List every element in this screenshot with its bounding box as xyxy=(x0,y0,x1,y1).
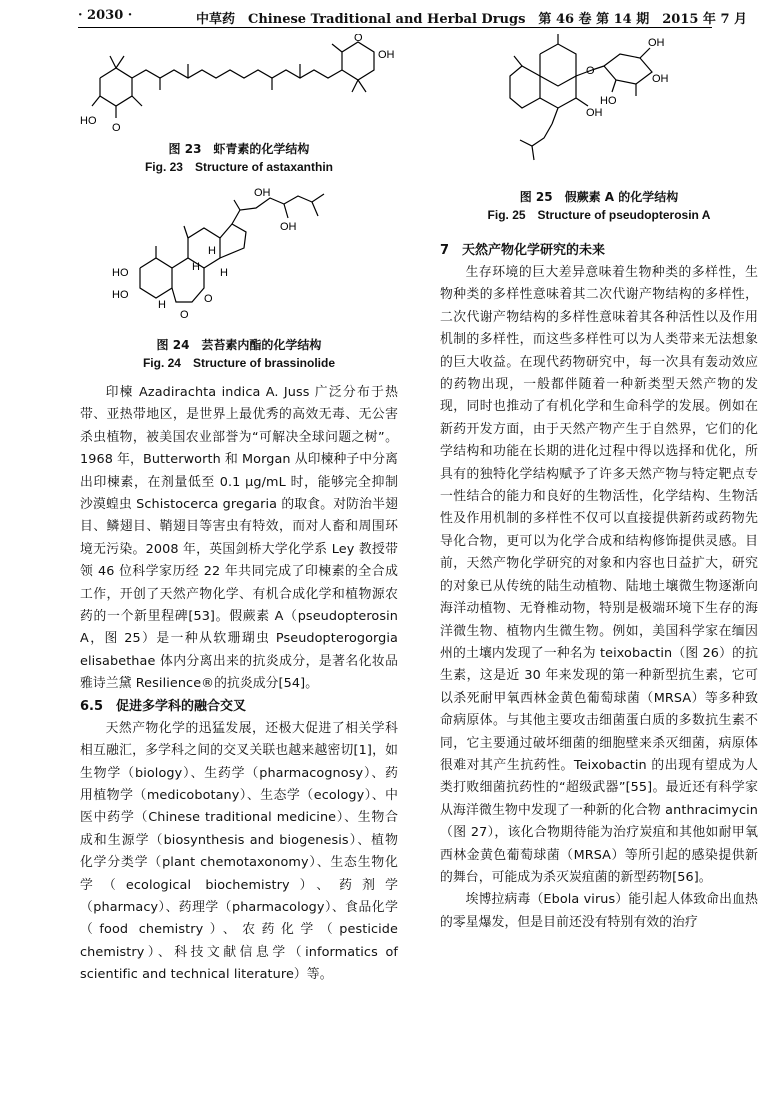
fig23-caption-cn: 图 23 虾青素的化学结构 xyxy=(168,142,310,156)
atom-h-1: H xyxy=(208,245,216,257)
astaxanthin-structure xyxy=(80,34,398,134)
section-6-5-heading: 6.5 促进多学科的融合交叉 xyxy=(80,698,247,714)
page-number: · 2030 · xyxy=(78,8,133,23)
figure-24 xyxy=(80,184,398,372)
atom-o-ring: O xyxy=(204,293,213,305)
fig25-caption-en: Fig. 25 Structure of pseudopterosin A xyxy=(487,208,711,222)
figure-25 xyxy=(440,34,758,224)
running-header xyxy=(78,6,748,28)
journal-title: 中草药 Chinese Traditional and Herbal Drugs 第 46 卷 第 14 期 2015 年 7 月 xyxy=(196,12,748,27)
fig25-caption-cn: 图 25 假蕨素 A 的化学结构 xyxy=(519,190,679,204)
header-rule xyxy=(78,27,712,28)
left-text xyxy=(80,382,398,987)
paragraph-7-1: 生存环境的巨大差异意味着生物种类的多样性，生物种类的多样性意味着其二次代谢产物结构的多样性，二次代谢产物结构的多样性意味着其各种活性以及作用机制的多样性，而这些多样性可以为人类带来无法想象的巨大收益。在现代药物研究中，每一次具有轰动效应的药物出现，一般都伴随着一种新类型天然产物的发现，同时也推动了有机化学和生命科学的发展。例如在新药开发方面，由于天然产物产生于自然界，它们的化学结构和功能在长期的进化过程中得以选择和优化，所具有的独特化学结构赋予了许多天然产物与特定靶点专一性结合的能力和良好的生物活性，化学结构、生物活性及作用机制的多样性不仅可以直接提供新药或药物先导化合物，更可以为化学合成和结构修饰提供灵感。目前，天然产物化学研究的对象和内容也日益扩大，研究的对象已从传统的陆生动植物、陆地土壤微生物逐渐向海洋动植物、无脊椎动物，特别是极端环境下生存的海洋微生物、植物内生微生物。例如，美国科学家在缅因州的土壤内发现了一种名为 teixobactin（图 26）的抗生素，这是近 30 年来发现的第一种新型抗生素，它可以杀死耐甲氧西林金黄色葡萄球菌（MRSA）等多种致命病原体。与其他主要攻击细菌蛋白质的多数抗生素不同，它主要通过破坏细菌的细胞壁来杀灭细菌，病原体很难对其产生抗药性。Teixobactin 的出现有望成为人类打败细菌抗药性的“超级武器”[55]。最近还有科学家从海洋微生物中发现了一种新的化合物 anthracimycin（图 27），该化合物期待能为治疗炭疽和其他如耐甲氧西林金黄色葡萄球菌（MRSA）等所引起的感染提供新的舞台，可能成为杀灭炭疽菌的新型药物[56]。 xyxy=(440,265,758,885)
fig23-caption-en: Fig. 23 Structure of astaxanthin xyxy=(144,160,334,174)
atom-oh-sugar: OH xyxy=(648,37,665,49)
atom-ho-sugar: HO xyxy=(600,95,617,107)
left-column xyxy=(80,34,398,987)
section-7-heading: 7 天然产物化学研究的未来 xyxy=(440,243,606,258)
atom-ho-2: HO xyxy=(112,289,129,301)
figure-23 xyxy=(80,34,398,176)
paragraph-neem: 印楝 Azadirachta indica A. Juss 广泛分布于热带、亚热带地区，是世界上最优秀的高效无毒、无公害杀虫植物，被美国农业部誉为“可解决全球问题之树”。1968 年，Butterworth 和 Morgan 从印楝种子中分离出印楝素，在剂量低至 0.1 μg/mL 时，能够完全抑制沙漠蝗虫 Schistocerca gregaria 的取食。对防治半翅目、鳞翅目、鞘翅目等害虫有特效，而对人畜和周围环境无污染。2008 年，英国剑桥大学化学系 Ley 教授带领 46 位科学家历经 22 年共同完成了印楝素的全合成工作，开创了天然产物化学、有机合成化学和植物源农药的一个新里程碑[53]。假蕨素 A（pseudopterosin A，图 25）是一种从软珊瑚虫 Pseudopterogorgia elisabethae 体内分离出来的抗炎成分，是著名化妆品雅诗兰黛 Resilience®的抗炎成分[54]。 xyxy=(80,385,398,692)
atom-oh: OH xyxy=(378,49,395,61)
atom-o-carbonyl: O xyxy=(180,309,189,321)
atom-oh-1: OH xyxy=(254,187,271,199)
right-text xyxy=(440,240,758,934)
atom-oh-2: OH xyxy=(280,221,297,233)
pseudopterosin-structure xyxy=(440,34,758,174)
right-column xyxy=(440,34,758,934)
atom-h-3: H xyxy=(220,267,228,279)
atom-h-2: H xyxy=(192,261,200,273)
atom-o-right: O xyxy=(354,34,363,44)
brassinolide-structure xyxy=(80,184,398,334)
atom-ho-1: HO xyxy=(112,267,129,279)
atom-ho: HO xyxy=(80,115,97,127)
paragraph-7-2: 埃博拉病毒（Ebola virus）能引起人体致命出血热的零星爆发，但是目前还没有特别有效的治疗 xyxy=(440,892,758,930)
fig24-caption-en: Fig. 24 Structure of brassinolide xyxy=(142,356,336,370)
paragraph-6-5: 天然产物化学的迅猛发展，还极大促进了相关学科相互融汇，多学科之间的交叉关联也越来越密切[1]，如生物学（biology）、生药学（pharmacognosy）、药用植物学（medicobotany）、生态学（ecology）、中医中药学（Chinese traditional medicine）、生物合成和生源学（biosynthesis and biogenesis）、植物化学分类学（plant chemotaxonomy）、生态生物化学（ecological biochemistry）、药剂学（pharmacy）、药理学（pharmacology）、食品化学（food chemistry）、农药化学（pesticide chemistry）、科技文献信息学（informatics of scientific and technical literature）等。 xyxy=(80,720,398,983)
fig24-caption-cn: 图 24 芸苔素内酯的化学结构 xyxy=(156,338,322,352)
atom-o-glycosidic: O xyxy=(586,65,595,77)
atom-oh-sugar-2: OH xyxy=(652,73,669,85)
atom-oh-phenol: OH xyxy=(586,107,603,119)
atom-h-4: H xyxy=(158,299,166,311)
atom-o-left: O xyxy=(112,122,121,134)
